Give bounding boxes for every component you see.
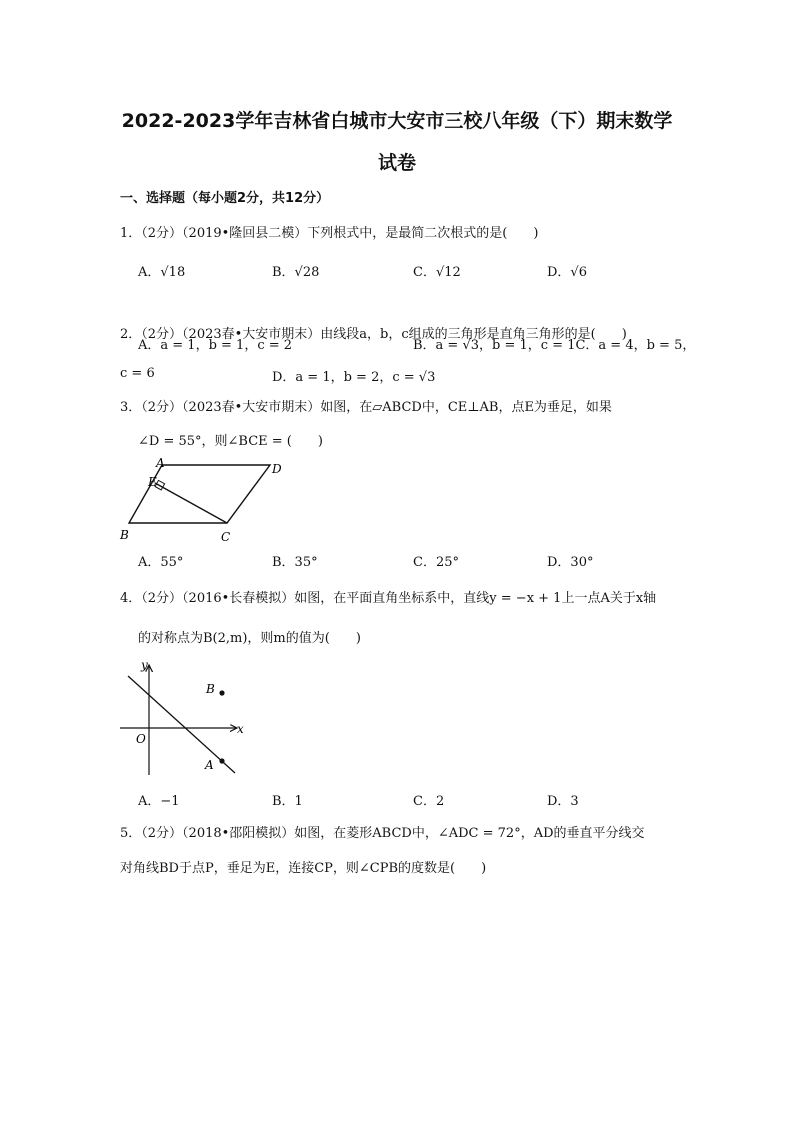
exam-title-line2: 试卷 bbox=[377, 152, 416, 174]
q4-option-a: A．−1 bbox=[138, 794, 180, 809]
q3-label-c: C bbox=[221, 530, 231, 544]
q4-coordinate-figure bbox=[115, 655, 255, 780]
q1-option-b: B．√28 bbox=[272, 265, 320, 280]
q1-option-d: D．√6 bbox=[547, 265, 587, 280]
q3-stem-line1: 3．（2分）（2023春•大安市期末）如图，在▱ABCD中，CE⊥AB，点E为垂足，如果 bbox=[120, 400, 612, 415]
q2-option-b-c: B．a = √3，b = 1，c = 1C．a = 4，b = 5， bbox=[413, 338, 696, 353]
q3-option-d: D．30° bbox=[547, 555, 594, 570]
q2-stem: 2．（2分）（2023春•大安市期末）由线段a，b，c组成的三角形是直角三角形的是( ) bbox=[120, 327, 627, 342]
q3-option-c: C．25° bbox=[413, 555, 459, 570]
q5-stem-line1: 5．（2分）（2018•邵阳模拟）如图，在菱形ABCD中，∠ADC = 72°，AD的垂直平分线交 bbox=[120, 826, 645, 841]
q3-option-a: A．55° bbox=[138, 555, 184, 570]
q4-label-o: O bbox=[136, 732, 146, 746]
q2-option-c-cont: c = 6 bbox=[120, 366, 155, 381]
q4-label-b: B bbox=[206, 682, 215, 696]
q5-stem-line2: 对角线BD于点P，垂足为E，连接CP，则∠CPB的度数是( ) bbox=[120, 861, 487, 876]
q3-parallelogram-figure bbox=[115, 455, 295, 545]
q4-option-b: B．1 bbox=[272, 794, 303, 809]
q4-label-y: y bbox=[141, 658, 148, 672]
q3-label-e: E bbox=[148, 475, 157, 489]
exam-title-line1: 2022-2023学年吉林省白城市大安市三校八年级（下）期末数学 bbox=[121, 110, 673, 132]
q4-label-a: A bbox=[205, 758, 214, 772]
q2-option-a: A．a = 1，b = 1，c = 2 bbox=[138, 338, 293, 353]
q3-label-d: D bbox=[272, 462, 282, 476]
q4-option-c: C．2 bbox=[413, 794, 445, 809]
q4-label-x: x bbox=[237, 722, 244, 736]
q3-label-a: A bbox=[156, 456, 165, 470]
q3-option-b: B．35° bbox=[272, 555, 318, 570]
q4-option-d: D．3 bbox=[547, 794, 579, 809]
q2-option-d: D．a = 1，b = 2，c = √3 bbox=[272, 370, 436, 385]
q1-option-c: C．√12 bbox=[413, 265, 461, 280]
q4-stem-line1: 4．（2分）（2016•长春模拟）如图，在平面直角坐标系中，直线y = −x + 1上一点A关于x轴 bbox=[120, 591, 657, 606]
q1-option-a: A．√18 bbox=[138, 265, 186, 280]
section-heading: 一、选择题（每小题2分，共12分） bbox=[120, 191, 330, 206]
q3-stem-line2: ∠D = 55°，则∠BCE = ( ) bbox=[138, 434, 323, 449]
q4-stem-line2: 的对称点为B(2,m)，则m的值为( ) bbox=[138, 631, 361, 646]
q1-stem: 1．（2分）（2019•隆回县二模）下列根式中，是最简二次根式的是( ) bbox=[120, 226, 539, 241]
q3-label-b: B bbox=[120, 528, 129, 542]
